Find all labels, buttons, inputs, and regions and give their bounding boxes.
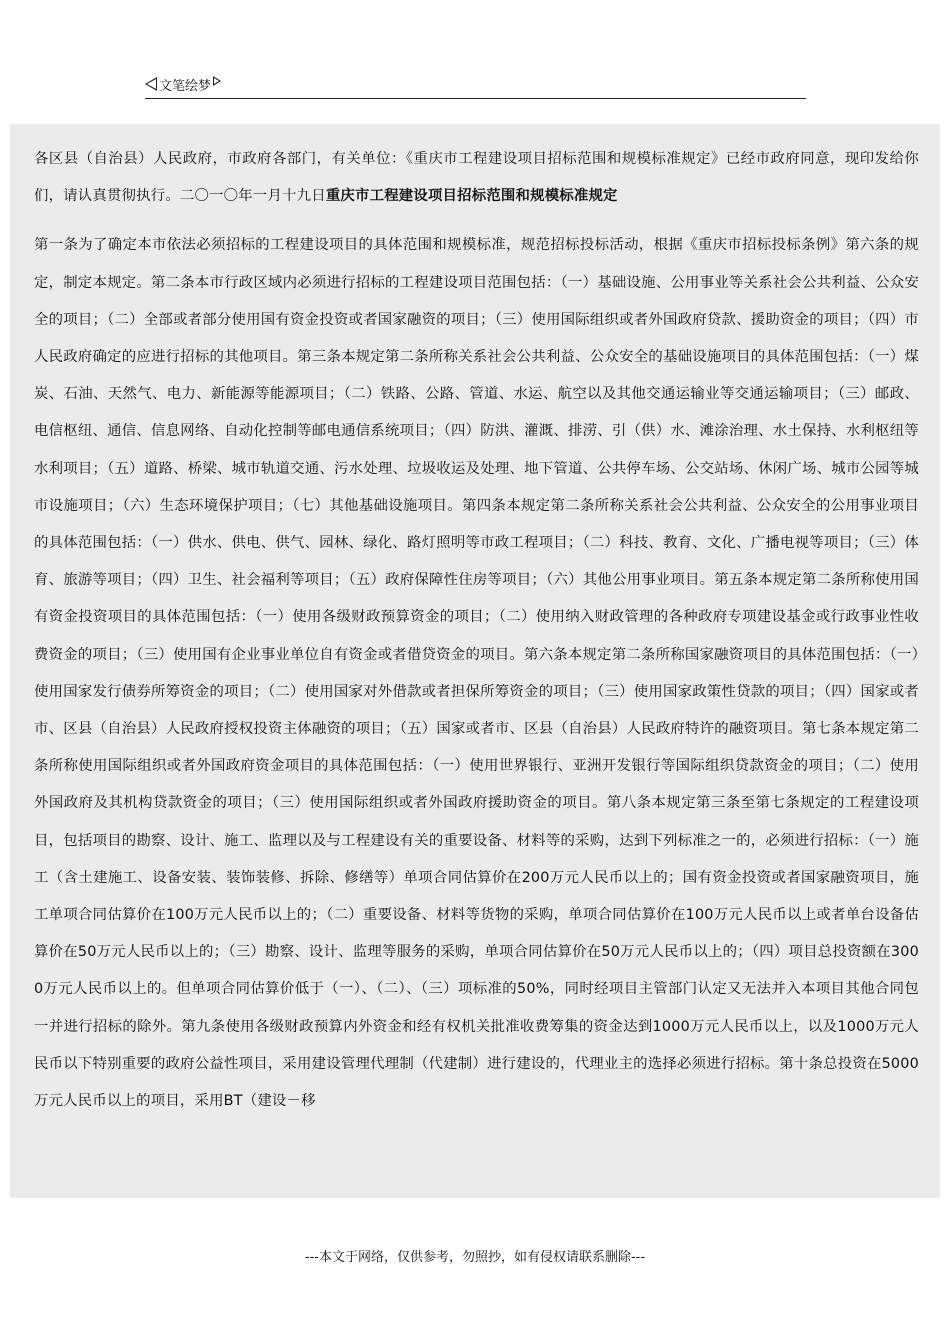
header-title: 文笔绘梦 xyxy=(159,78,212,94)
header-logo xyxy=(145,74,221,94)
body-paragraph: 第一条为了确定本市依法必须招标的工程建设项目的具体范围和规模标准，规范招标投标活动，根据《重庆市招标投标条例》第六条的规定，制定本规定。第二条本市行政区域内必须进行招标的工程建设项目范围包括：（一）基础设施、公用事业等关系社会公共利益、公众安全的项目；（二）全部或者部分使用国有资金投资或者国家融资的项目；（三）使用国际组织或者外国政府贷款、援助资金的项目；（四）市人民政府确定的应进行招标的其他项目。第三条本规定第二条所称关系社会公共利益、公众安全的基础设施项目的具体范围包括：（一）煤炭、石油、天然气、电力、新能源等能源项目；（二）铁路、公路、管道、水运、航空以及其他交通运输业等交通运输项目；（三）邮政、电信枢纽、通信、信息网络、自动化控制等邮电通信系统项目；（四）防洪、灌溉、排涝、引（供）水、滩涂治理、水土保持、水利枢纽等水利项目；（五）道路、桥梁、城市轨道交通、污水处理、垃圾收运及处理、地下管道、公共停车场、公交站场、休闲广场、城市公园等城市设施项目；（六）生态环境保护项目；（七）其他基础设施项目。第四条本规定第二条所称关系社会公共利益、公众安全的公用事业项目的具体范围包括：（一）供水、供电、供气、园林、绿化、路灯照明等市政工程项目；（二）科技、教育、文化、广播电视等项目；（三）体育、旅游等项目；（四）卫生、社会福利等项目；（五）政府保障性住房等项目；（六）其他公用事业项目。第五条本规定第二条所称使用国有资金投资项目的具体范围包括：（一）使用各级财政预算资金的项目；（二）使用纳入财政管理的各种政府专项建设基金或行政事业性收费资金的项目；（三）使用国有企业事业单位自有资金或者借贷资金的项目。第六条本规定第二条所称国家融资项目的具体范围包括：（一）使用国家发行债券所筹资金的项目；（二）使用国家对外借款或者担保所筹资金的项目；（三）使用国家政策性贷款的项目；（四）国家或者市、区县（自治县）人民政府授权投资主体融资的项目；（五）国家或者市、区县（自治县）人民政府特许的融资项目。第七条本规定第二条所称使用国际组织或者外国政府资金项目的具体范围包括：（一）使用世界银行、亚洲开发银行等国际组织贷款资金的项目；（二）使用外国政府及其机构贷款资金的项目；（三）使用国际组织或者外国政府援助资金的项目。第八条本规定第三条至第七条规定的工程建设项目，包括项目的勘察、设计、施工、监理以及与工程建设有关的重要设备、材料等的采购，达到下列标准之一的，必须进行招标：（一）施工（含土建施工、设备安装、装饰装修、拆除、修缮等）单项合同估算价在200万元人民币以上的；国有资金投资或者国家融资项目，施工单项合同估算价在100万元人民币以上的；（二）重要设备、材料等货物的采购，单项合同估算价在100万元人民币以上或者单台设备估算价在50万元人民币以上的；（三）勘察、设计、监理等服务的采购，单项合同估算价在50万元人民币以上的；（四）项目总投资额在3000万元人民币以上的。但单项合同估算价低于（一）、（二）、（三）项标准的50%，同时经项目主管部门认定又无法并入本项目其他合同包一并进行招标的除外。第九条使用各级财政预算内外资金和经有权机关批准收费筹集的资金达到1000万元人民币以上，以及1000万元人民币以下特别重要的政府公益性项目，采用建设管理代理制（代建制）进行建设的，代理业主的选择必须进行招标。第十条总投资在5000万元人民币以上的项目，采用BT（建设－移 xyxy=(34,237,919,1110)
intro-text: 各区县（自治县）人民政府，市政府各部门，有关单位：《重庆市工程建设项目招标范围和规模标准规定》已经市政府同意，现印发给你们，请认真贯彻执行。二〇一〇年一月十九日 xyxy=(34,151,919,205)
intro-paragraph xyxy=(34,124,919,215)
footer-disclaimer: ---本文于网络，仅供参考，勿照抄，如有侵权请联系删除--- xyxy=(304,1250,646,1265)
triangle-right-icon xyxy=(213,76,221,86)
triangle-left-icon xyxy=(145,77,157,91)
document-title: 重庆市工程建设项目招标范围和规模标准规定 xyxy=(325,188,618,205)
document-content xyxy=(10,124,940,1198)
page-header xyxy=(145,74,806,99)
